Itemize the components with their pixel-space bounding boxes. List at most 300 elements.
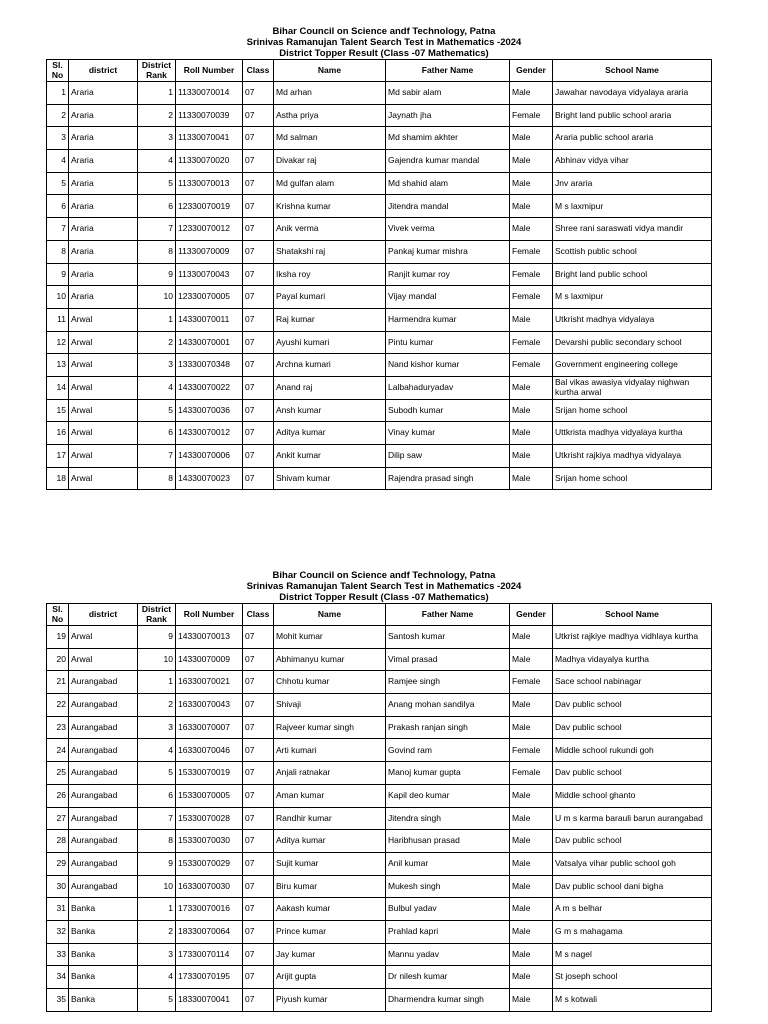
- district-cell: Aurangabad: [69, 784, 138, 807]
- serial-cell: 22: [47, 694, 69, 717]
- gender-cell: Male: [510, 830, 553, 853]
- roll-number-cell: 13330070348: [176, 354, 243, 377]
- table-row: [47, 762, 712, 785]
- district-rank-cell: 5: [138, 399, 176, 422]
- page-section-2: [0, 570, 768, 1012]
- district-rank-cell: 7: [138, 445, 176, 468]
- name-cell: Shivaji: [274, 694, 386, 717]
- exam-title: Srinivas Ramanujan Talent Search Test in Mathematics -2024: [246, 581, 522, 592]
- district-cell: Aurangabad: [69, 694, 138, 717]
- class-cell: 07: [243, 467, 274, 490]
- school-name-cell: Uttkrista madhya vidyalaya kurtha: [553, 422, 712, 445]
- serial-cell: 23: [47, 716, 69, 739]
- district-rank-cell: 5: [138, 762, 176, 785]
- class-cell: 07: [243, 626, 274, 649]
- father-name-cell: Md shahid alam: [386, 172, 510, 195]
- father-name-cell: Vivek verma: [386, 218, 510, 241]
- class-cell: 07: [243, 694, 274, 717]
- district-rank-cell: 5: [138, 989, 176, 1012]
- table-row: [47, 150, 712, 173]
- district-cell: Banka: [69, 966, 138, 989]
- serial-cell: 11: [47, 308, 69, 331]
- gender-cell: Male: [510, 966, 553, 989]
- class-cell: 07: [243, 218, 274, 241]
- gender-cell: Male: [510, 875, 553, 898]
- table-row: [47, 671, 712, 694]
- district-rank-cell: 2: [138, 331, 176, 354]
- district-rank-cell: 2: [138, 104, 176, 127]
- roll-number-cell: 18330070041: [176, 989, 243, 1012]
- roll-number-cell: 11330070013: [176, 172, 243, 195]
- father-name-cell: Anil kumar: [386, 852, 510, 875]
- class-cell: 07: [243, 898, 274, 921]
- class-cell: 07: [243, 354, 274, 377]
- roll-number-cell: 14330070009: [176, 648, 243, 671]
- father-name-cell: Lalbahaduryadav: [386, 376, 510, 399]
- gender-cell: Male: [510, 852, 553, 875]
- name-cell: Shatakshi raj: [274, 240, 386, 263]
- table-row: [47, 286, 712, 309]
- father-name-cell: Dr nilesh kumar: [386, 966, 510, 989]
- class-cell: 07: [243, 82, 274, 105]
- column-header-district: district: [69, 60, 138, 82]
- class-cell: 07: [243, 966, 274, 989]
- class-cell: 07: [243, 943, 274, 966]
- district-cell: Aurangabad: [69, 807, 138, 830]
- roll-number-cell: 11330070014: [176, 82, 243, 105]
- name-cell: Arijit gupta: [274, 966, 386, 989]
- gender-cell: Male: [510, 150, 553, 173]
- class-cell: 07: [243, 399, 274, 422]
- district-rank-cell: 3: [138, 354, 176, 377]
- serial-cell: 17: [47, 445, 69, 468]
- district-cell: Araria: [69, 218, 138, 241]
- district-cell: Araria: [69, 195, 138, 218]
- table-row: [47, 376, 712, 399]
- father-name-cell: Mannu yadav: [386, 943, 510, 966]
- father-name-cell: Santosh kumar: [386, 626, 510, 649]
- serial-cell: 34: [47, 966, 69, 989]
- roll-number-cell: 17330070114: [176, 943, 243, 966]
- district-rank-cell: 2: [138, 920, 176, 943]
- father-name-cell: Jaynath jha: [386, 104, 510, 127]
- name-cell: Archna kumari: [274, 354, 386, 377]
- table-row: [47, 852, 712, 875]
- district-rank-cell: 6: [138, 195, 176, 218]
- district-rank-cell: 3: [138, 127, 176, 150]
- roll-number-cell: 15330070028: [176, 807, 243, 830]
- district-rank-cell: 9: [138, 852, 176, 875]
- district-cell: Aurangabad: [69, 830, 138, 853]
- school-name-cell: Sace school nabinagar: [553, 671, 712, 694]
- school-name-cell: Bal vikas awasiya vidyalay nighwan kurtha arwal: [553, 376, 712, 399]
- class-cell: 07: [243, 263, 274, 286]
- column-header-name: Name: [274, 60, 386, 82]
- father-name-cell: Md sabir alam: [386, 82, 510, 105]
- name-cell: Abhimanyu kumar: [274, 648, 386, 671]
- name-cell: Md gulfan alam: [274, 172, 386, 195]
- father-name-cell: Vijay mandal: [386, 286, 510, 309]
- district-cell: Arwal: [69, 376, 138, 399]
- class-cell: 07: [243, 150, 274, 173]
- district-cell: Arwal: [69, 308, 138, 331]
- class-cell: 07: [243, 807, 274, 830]
- result-title: District Topper Result (Class -07 Mathematics): [279, 48, 489, 59]
- gender-cell: Male: [510, 127, 553, 150]
- father-name-cell: Jitendra singh: [386, 807, 510, 830]
- gender-cell: Male: [510, 716, 553, 739]
- column-header-roll-number: Roll Number: [176, 60, 243, 82]
- class-cell: 07: [243, 445, 274, 468]
- table-row: [47, 739, 712, 762]
- district-cell: Arwal: [69, 422, 138, 445]
- serial-cell: 14: [47, 376, 69, 399]
- school-name-cell: Devarshi public secondary school: [553, 331, 712, 354]
- serial-cell: 25: [47, 762, 69, 785]
- father-name-cell: Jitendra mandal: [386, 195, 510, 218]
- table-row: [47, 127, 712, 150]
- name-cell: Aditya kumar: [274, 422, 386, 445]
- table-row: [47, 966, 712, 989]
- class-cell: 07: [243, 989, 274, 1012]
- table-row: [47, 830, 712, 853]
- district-rank-cell: 8: [138, 467, 176, 490]
- district-rank-cell: 10: [138, 875, 176, 898]
- name-cell: Rajveer kumar singh: [274, 716, 386, 739]
- name-cell: Randhir kumar: [274, 807, 386, 830]
- roll-number-cell: 16330070021: [176, 671, 243, 694]
- serial-cell: 3: [47, 127, 69, 150]
- class-cell: 07: [243, 920, 274, 943]
- district-rank-cell: 7: [138, 218, 176, 241]
- father-name-cell: Subodh kumar: [386, 399, 510, 422]
- table-row: [47, 920, 712, 943]
- roll-number-cell: 16330070007: [176, 716, 243, 739]
- school-name-cell: Jnv araria: [553, 172, 712, 195]
- serial-cell: 24: [47, 739, 69, 762]
- table-row: [47, 331, 712, 354]
- district-rank-cell: 10: [138, 648, 176, 671]
- roll-number-cell: 14330070001: [176, 331, 243, 354]
- roll-number-cell: 12330070005: [176, 286, 243, 309]
- name-cell: Arti kumari: [274, 739, 386, 762]
- district-rank-cell: 1: [138, 671, 176, 694]
- roll-number-cell: 17330070016: [176, 898, 243, 921]
- district-cell: Araria: [69, 82, 138, 105]
- serial-cell: 18: [47, 467, 69, 490]
- father-name-cell: Dharmendra kumar singh: [386, 989, 510, 1012]
- name-cell: Piyush kumar: [274, 989, 386, 1012]
- school-name-cell: M s nagel: [553, 943, 712, 966]
- district-cell: Banka: [69, 989, 138, 1012]
- roll-number-cell: 15330070029: [176, 852, 243, 875]
- district-cell: Arwal: [69, 354, 138, 377]
- gender-cell: Male: [510, 399, 553, 422]
- table-row: [47, 648, 712, 671]
- father-name-cell: Ranjit kumar roy: [386, 263, 510, 286]
- father-name-cell: Bulbul yadav: [386, 898, 510, 921]
- class-cell: 07: [243, 784, 274, 807]
- class-cell: 07: [243, 762, 274, 785]
- class-cell: 07: [243, 127, 274, 150]
- district-cell: Araria: [69, 263, 138, 286]
- name-cell: Ankit kumar: [274, 445, 386, 468]
- gender-cell: Male: [510, 376, 553, 399]
- roll-number-cell: 15330070005: [176, 784, 243, 807]
- name-cell: Aman kumar: [274, 784, 386, 807]
- gender-cell: Male: [510, 989, 553, 1012]
- name-cell: Jay kumar: [274, 943, 386, 966]
- results-table-2: [46, 603, 712, 1012]
- gender-cell: Female: [510, 739, 553, 762]
- serial-cell: 26: [47, 784, 69, 807]
- class-cell: 07: [243, 830, 274, 853]
- column-header-father-name: Father Name: [386, 604, 510, 626]
- district-rank-cell: 9: [138, 263, 176, 286]
- district-cell: Banka: [69, 898, 138, 921]
- school-name-cell: Middle school rukundi goh: [553, 739, 712, 762]
- district-rank-cell: 8: [138, 240, 176, 263]
- district-cell: Arwal: [69, 399, 138, 422]
- name-cell: Anand raj: [274, 376, 386, 399]
- roll-number-cell: 14330070013: [176, 626, 243, 649]
- class-cell: 07: [243, 852, 274, 875]
- roll-number-cell: 16330070030: [176, 875, 243, 898]
- district-cell: Arwal: [69, 648, 138, 671]
- father-name-cell: Pintu kumar: [386, 331, 510, 354]
- table-row: [47, 172, 712, 195]
- serial-cell: 35: [47, 989, 69, 1012]
- father-name-cell: Rajendra prasad singh: [386, 467, 510, 490]
- gender-cell: Male: [510, 422, 553, 445]
- table-row: [47, 807, 712, 830]
- name-cell: Iksha roy: [274, 263, 386, 286]
- name-cell: Prince kumar: [274, 920, 386, 943]
- table-row: [47, 989, 712, 1012]
- column-header-school-name: School Name: [553, 60, 712, 82]
- school-name-cell: Srijan home school: [553, 467, 712, 490]
- gender-cell: Male: [510, 898, 553, 921]
- serial-cell: 20: [47, 648, 69, 671]
- serial-cell: 31: [47, 898, 69, 921]
- gender-cell: Male: [510, 920, 553, 943]
- page-section-1: [0, 26, 768, 490]
- gender-cell: Male: [510, 308, 553, 331]
- roll-number-cell: 14330070036: [176, 399, 243, 422]
- gender-cell: Female: [510, 671, 553, 694]
- gender-cell: Female: [510, 331, 553, 354]
- roll-number-cell: 16330070046: [176, 739, 243, 762]
- table-row: [47, 240, 712, 263]
- roll-number-cell: 15330070019: [176, 762, 243, 785]
- father-name-cell: Vimal prasad: [386, 648, 510, 671]
- district-rank-cell: 3: [138, 716, 176, 739]
- column-header-father-name: Father Name: [386, 60, 510, 82]
- school-name-cell: M s kotwali: [553, 989, 712, 1012]
- father-name-cell: Haribhusan prasad: [386, 830, 510, 853]
- roll-number-cell: 12330070012: [176, 218, 243, 241]
- serial-cell: 13: [47, 354, 69, 377]
- school-name-cell: A m s belhar: [553, 898, 712, 921]
- results-table-1: [46, 59, 712, 490]
- school-name-cell: Dav public school: [553, 716, 712, 739]
- serial-cell: 29: [47, 852, 69, 875]
- council-title: Bihar Council on Science andf Technology, Patna: [272, 570, 496, 581]
- table-row: [47, 218, 712, 241]
- gender-cell: Male: [510, 445, 553, 468]
- name-cell: Shivam kumar: [274, 467, 386, 490]
- roll-number-cell: 11330070043: [176, 263, 243, 286]
- serial-cell: 27: [47, 807, 69, 830]
- school-name-cell: Srijan home school: [553, 399, 712, 422]
- serial-cell: 8: [47, 240, 69, 263]
- school-name-cell: Madhya vidayalya kurtha: [553, 648, 712, 671]
- district-cell: Aurangabad: [69, 875, 138, 898]
- gender-cell: Male: [510, 807, 553, 830]
- column-header-serial: Sl. No: [47, 60, 69, 82]
- class-cell: 07: [243, 875, 274, 898]
- column-header-class: Class: [243, 604, 274, 626]
- district-rank-cell: 8: [138, 830, 176, 853]
- serial-cell: 15: [47, 399, 69, 422]
- serial-cell: 9: [47, 263, 69, 286]
- district-cell: Aurangabad: [69, 762, 138, 785]
- school-name-cell: Government engineering college: [553, 354, 712, 377]
- school-name-cell: Scottish public school: [553, 240, 712, 263]
- school-name-cell: Dav public school: [553, 830, 712, 853]
- school-name-cell: Utkrisht madhya vidyalaya: [553, 308, 712, 331]
- class-cell: 07: [243, 286, 274, 309]
- school-name-cell: Jawahar navodaya vidyalaya araria: [553, 82, 712, 105]
- father-name-cell: Dilip saw: [386, 445, 510, 468]
- class-cell: 07: [243, 376, 274, 399]
- gender-cell: Male: [510, 218, 553, 241]
- gender-cell: Male: [510, 467, 553, 490]
- district-cell: Araria: [69, 127, 138, 150]
- district-cell: Araria: [69, 150, 138, 173]
- roll-number-cell: 11330070020: [176, 150, 243, 173]
- serial-cell: 28: [47, 830, 69, 853]
- serial-cell: 33: [47, 943, 69, 966]
- gender-cell: Male: [510, 195, 553, 218]
- roll-number-cell: 18330070064: [176, 920, 243, 943]
- gender-cell: Female: [510, 286, 553, 309]
- council-title: Bihar Council on Science andf Technology, Patna: [272, 26, 496, 37]
- name-cell: Anjali ratnakar: [274, 762, 386, 785]
- gender-cell: Female: [510, 762, 553, 785]
- gender-cell: Female: [510, 354, 553, 377]
- class-cell: 07: [243, 331, 274, 354]
- serial-cell: 21: [47, 671, 69, 694]
- class-cell: 07: [243, 422, 274, 445]
- class-cell: 07: [243, 172, 274, 195]
- school-name-cell: Abhinav vidya vihar: [553, 150, 712, 173]
- table-row: [47, 399, 712, 422]
- roll-number-cell: 11330070039: [176, 104, 243, 127]
- table-row: [47, 263, 712, 286]
- gender-cell: Male: [510, 784, 553, 807]
- gender-cell: Male: [510, 648, 553, 671]
- father-name-cell: Prahlad kapri: [386, 920, 510, 943]
- exam-title: Srinivas Ramanujan Talent Search Test in Mathematics -2024: [246, 37, 522, 48]
- column-header-name: Name: [274, 604, 386, 626]
- column-header-district-rank: District Rank: [138, 60, 176, 82]
- district-cell: Araria: [69, 286, 138, 309]
- district-cell: Aurangabad: [69, 671, 138, 694]
- gender-cell: Female: [510, 104, 553, 127]
- column-header-serial: Sl. No: [47, 604, 69, 626]
- father-name-cell: Mukesh singh: [386, 875, 510, 898]
- table-row: [47, 308, 712, 331]
- column-header-gender: Gender: [510, 60, 553, 82]
- table-row: [47, 943, 712, 966]
- district-rank-cell: 6: [138, 784, 176, 807]
- gender-cell: Male: [510, 694, 553, 717]
- roll-number-cell: 11330070009: [176, 240, 243, 263]
- school-name-cell: Dav public school: [553, 762, 712, 785]
- table-row: [47, 875, 712, 898]
- father-name-cell: Manoj kumar gupta: [386, 762, 510, 785]
- table-row: [47, 898, 712, 921]
- district-cell: Arwal: [69, 467, 138, 490]
- school-name-cell: G m s mahagama: [553, 920, 712, 943]
- school-name-cell: U m s karma barauli barun aurangabad: [553, 807, 712, 830]
- serial-cell: 5: [47, 172, 69, 195]
- district-rank-cell: 1: [138, 82, 176, 105]
- name-cell: Sujit kumar: [274, 852, 386, 875]
- district-cell: Banka: [69, 920, 138, 943]
- table-header-row: [47, 604, 712, 626]
- district-cell: Aurangabad: [69, 852, 138, 875]
- class-cell: 07: [243, 739, 274, 762]
- roll-number-cell: 16330070043: [176, 694, 243, 717]
- table-row: [47, 716, 712, 739]
- table-row: [47, 467, 712, 490]
- father-name-cell: Nand kishor kumar: [386, 354, 510, 377]
- report-header: [0, 570, 768, 603]
- district-rank-cell: 4: [138, 150, 176, 173]
- serial-cell: 12: [47, 331, 69, 354]
- district-cell: Banka: [69, 943, 138, 966]
- serial-cell: 30: [47, 875, 69, 898]
- name-cell: Anik verma: [274, 218, 386, 241]
- table-row: [47, 694, 712, 717]
- roll-number-cell: 11330070041: [176, 127, 243, 150]
- school-name-cell: Middle school ghanto: [553, 784, 712, 807]
- name-cell: Aakash kumar: [274, 898, 386, 921]
- district-rank-cell: 9: [138, 626, 176, 649]
- name-cell: Payal kumari: [274, 286, 386, 309]
- district-cell: Araria: [69, 240, 138, 263]
- serial-cell: 10: [47, 286, 69, 309]
- school-name-cell: Dav public school dani bigha: [553, 875, 712, 898]
- name-cell: Md salman: [274, 127, 386, 150]
- father-name-cell: Md shamim akhter: [386, 127, 510, 150]
- roll-number-cell: 15330070030: [176, 830, 243, 853]
- name-cell: Divakar raj: [274, 150, 386, 173]
- table-row: [47, 422, 712, 445]
- father-name-cell: Gajendra kumar mandal: [386, 150, 510, 173]
- gender-cell: Male: [510, 172, 553, 195]
- roll-number-cell: 14330070012: [176, 422, 243, 445]
- district-cell: Araria: [69, 172, 138, 195]
- class-cell: 07: [243, 308, 274, 331]
- school-name-cell: Bright land public school: [553, 263, 712, 286]
- name-cell: Astha priya: [274, 104, 386, 127]
- district-rank-cell: 5: [138, 172, 176, 195]
- serial-cell: 1: [47, 82, 69, 105]
- table-row: [47, 195, 712, 218]
